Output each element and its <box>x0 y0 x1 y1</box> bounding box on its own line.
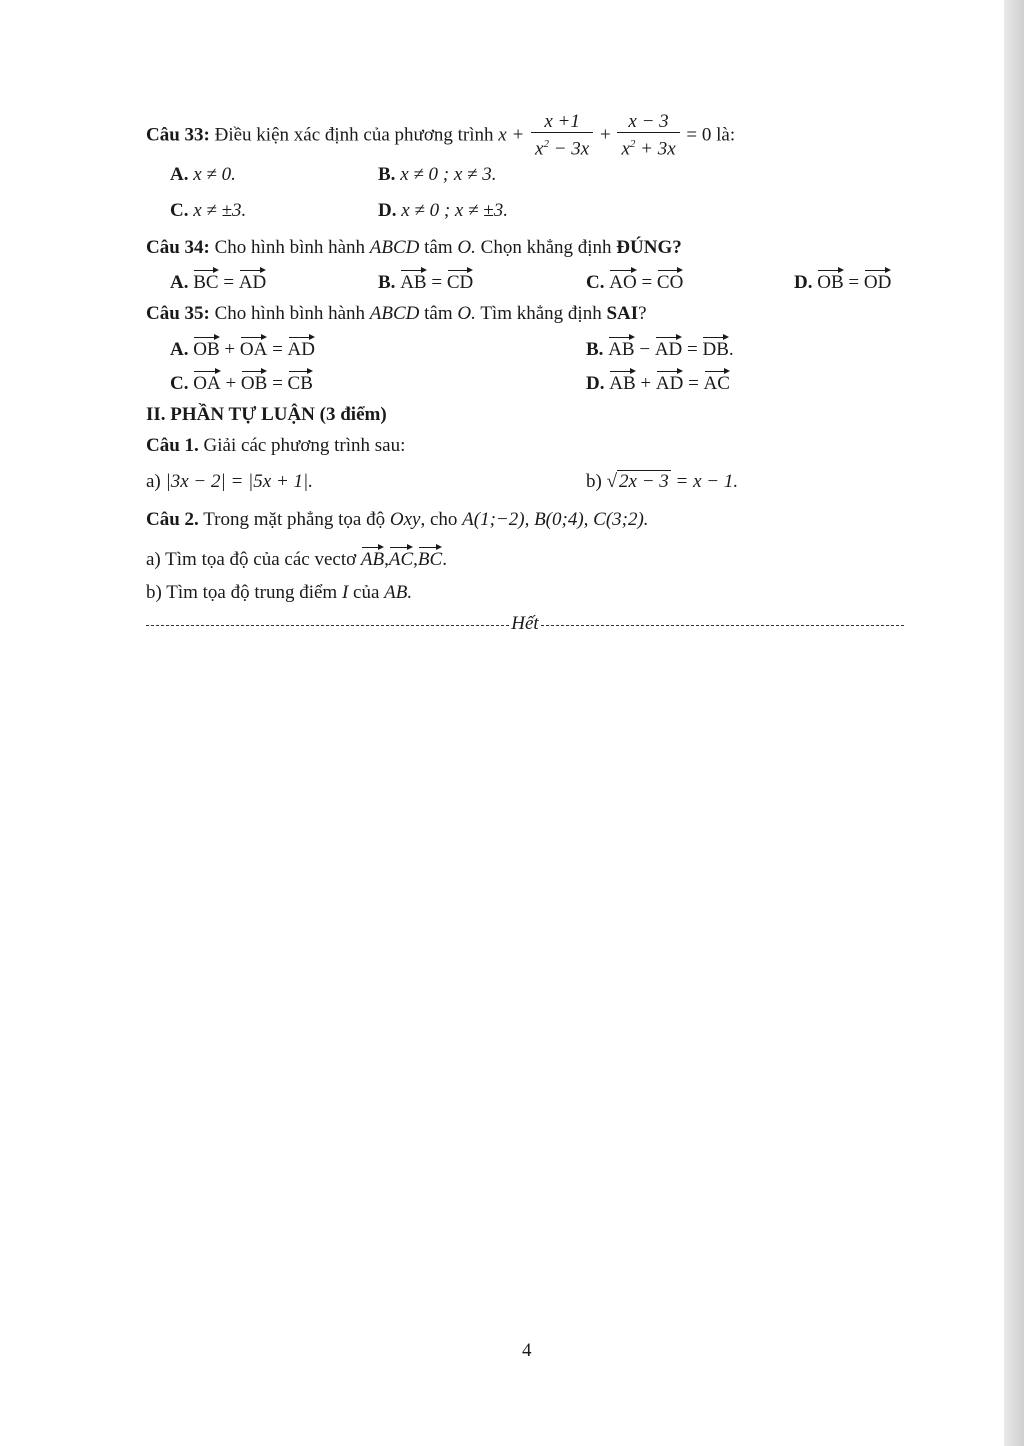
q33-plus: + <box>599 124 611 146</box>
q33-frac2-den-x: x <box>621 138 630 160</box>
c2-b-point: I <box>341 582 349 603</box>
q34-keyword: ĐÚNG? <box>616 237 682 258</box>
q34-option-a <box>170 268 266 295</box>
q35-mid: tâm <box>424 303 453 324</box>
end-divider <box>146 612 904 636</box>
operator: = <box>641 272 653 293</box>
c1-a-equation: |3x − 2| = |5x + 1|. <box>165 471 313 492</box>
option-text: x ≠ 0. <box>193 164 236 185</box>
vector: AC <box>704 369 730 396</box>
q33-frac1-den-x: x <box>535 138 544 160</box>
q35-ask: Tìm khẳng định <box>480 303 602 324</box>
q34-text: Cho hình bình hành <box>214 237 366 258</box>
q33-frac1-den <box>531 133 593 160</box>
q34-option-b <box>378 268 473 295</box>
c1-stem <box>146 434 405 458</box>
vector: AC <box>389 545 413 572</box>
q33-text: Điều kiện xác định của phương trình <box>214 124 494 146</box>
c2-b-segment: AB. <box>384 582 413 603</box>
q33-fraction-2 <box>617 112 679 160</box>
q33-stem <box>146 112 735 160</box>
operator: = <box>223 272 235 293</box>
vector: BC <box>418 545 442 572</box>
part2-heading-text: II. PHẦN TỰ LUẬN (3 điểm) <box>146 404 387 425</box>
operator: + <box>225 373 237 394</box>
operator: − <box>639 339 651 360</box>
c2-a-text: a) Tìm tọa độ của các vectơ <box>146 549 357 570</box>
q34-label: Câu 34: <box>146 237 210 258</box>
sqrt-symbol: √ 2x − 3 <box>606 471 669 492</box>
vector: OA <box>193 369 220 396</box>
option-letter: A. <box>170 339 189 360</box>
q34-ask: Chọn khẳng định <box>480 237 612 258</box>
q35-text: Cho hình bình hành <box>214 303 366 324</box>
option-text: x ≠ 0 ; x ≠ 3. <box>400 164 497 185</box>
operator: = <box>687 339 698 360</box>
option-letter: A. <box>170 164 189 185</box>
q35-qmark: ? <box>638 303 647 324</box>
q33-option-a <box>170 163 236 187</box>
option-letter: A. <box>170 272 189 293</box>
vector: AO <box>609 268 636 295</box>
c1-b-rest: = x − 1. <box>675 471 739 492</box>
vector: CD <box>447 268 473 295</box>
c2-points: A(1;−2), B(0;4), C(3;2). <box>462 509 649 530</box>
operator: = <box>272 373 283 394</box>
q33-frac1-num: x +1 <box>531 112 593 133</box>
option-letter: D. <box>378 200 397 221</box>
c1-text: Giải các phương trình sau: <box>203 435 406 456</box>
option-end: . <box>728 339 734 360</box>
q34-option-d <box>794 268 891 295</box>
c1-b-label: b) <box>586 471 602 492</box>
c2-part-b <box>146 581 412 605</box>
vector: BC <box>193 268 218 295</box>
vector: AB <box>361 545 384 572</box>
page-edge-shadow <box>1004 0 1024 1446</box>
vector: AD <box>239 268 266 295</box>
c1-part-b <box>586 470 738 494</box>
vector: OB <box>817 268 843 295</box>
c2-b-of: của <box>353 582 380 603</box>
c2-system: Oxy <box>389 509 421 530</box>
option-letter: B. <box>378 272 396 293</box>
page-number: 4 <box>522 1340 532 1361</box>
operator: + <box>224 339 236 360</box>
c2-cho: , cho <box>420 509 458 530</box>
end-mark: Hết <box>511 613 539 634</box>
q33-suffix: là: <box>716 124 736 146</box>
q33-frac1-den-pow: 2 <box>543 138 549 150</box>
q35-option-a <box>170 335 315 362</box>
q34-stem <box>146 236 682 260</box>
vector: AD <box>656 369 683 396</box>
option-letter: C. <box>170 373 189 394</box>
c2-label: Câu 2. <box>146 509 199 530</box>
option-letter: D. <box>586 373 605 394</box>
q34-shape: ABCD <box>369 237 420 258</box>
q33-frac2-den-pow: 2 <box>629 138 636 150</box>
option-letter: B. <box>378 164 396 185</box>
operator: = <box>848 272 860 293</box>
c2-text: Trong mặt phẳng tọa độ <box>203 509 386 530</box>
q35-keyword: SAI <box>606 303 639 324</box>
c1-b-radicand: 2x − 3 <box>619 471 669 492</box>
q33-option-b <box>378 163 497 187</box>
option-text: x ≠ 0 ; x ≠ ±3. <box>401 200 508 221</box>
c2-stem <box>146 508 649 532</box>
q33-frac1-den-rest: − 3x <box>548 138 590 160</box>
q33-option-c <box>170 199 246 223</box>
vector: OB <box>193 335 219 362</box>
q33-eq-tail: = 0 <box>686 124 712 146</box>
option-letter: B. <box>586 339 604 360</box>
option-letter: C. <box>170 200 189 221</box>
vector: CB <box>288 369 313 396</box>
q33-frac2-num: x − 3 <box>617 112 679 133</box>
vector: OD <box>864 268 891 295</box>
q35-label: Câu 35: <box>146 303 210 324</box>
vector: AB <box>400 268 426 295</box>
operator: + <box>640 373 652 394</box>
q33-frac2-den-rest: + 3x <box>635 138 676 160</box>
q33-label: Câu 33: <box>146 124 210 146</box>
option-text: x ≠ ±3. <box>193 200 247 221</box>
vector: AD <box>655 335 682 362</box>
q35-option-b <box>586 335 734 362</box>
q33-option-d <box>378 199 508 223</box>
vector: AD <box>288 335 315 362</box>
q35-shape: ABCD <box>369 303 420 324</box>
part2-heading <box>146 403 387 427</box>
operator: = <box>272 339 283 360</box>
q33-frac2-den <box>617 133 679 160</box>
q35-option-c <box>170 369 313 396</box>
c1-a-label: a) <box>146 471 161 492</box>
q35-option-d <box>586 369 730 396</box>
vector: OA <box>240 335 267 362</box>
c2-part-a: a) Tìm tọa độ của các vectơ AB,AC,BC. <box>146 545 447 572</box>
q35-center: O. <box>457 303 476 324</box>
vector: AB <box>608 335 634 362</box>
operator: = <box>431 272 443 293</box>
option-letter: D. <box>794 272 813 293</box>
vector: OB <box>241 369 267 396</box>
operator: = <box>688 373 699 394</box>
c2-b-text: b) Tìm tọa độ trung điểm <box>146 582 338 603</box>
vector: AB <box>609 369 635 396</box>
option-letter: C. <box>586 272 605 293</box>
vector: CO <box>657 268 683 295</box>
c1-label: Câu 1. <box>146 435 199 456</box>
q33-eq-lead: x + <box>498 124 525 146</box>
q35-stem <box>146 302 647 326</box>
q34-mid: tâm <box>424 237 453 258</box>
vector: DB <box>702 335 728 362</box>
q34-option-c <box>586 268 683 295</box>
q34-center: O. <box>457 237 476 258</box>
c1-part-a <box>146 470 313 494</box>
q33-fraction-1 <box>531 112 593 160</box>
